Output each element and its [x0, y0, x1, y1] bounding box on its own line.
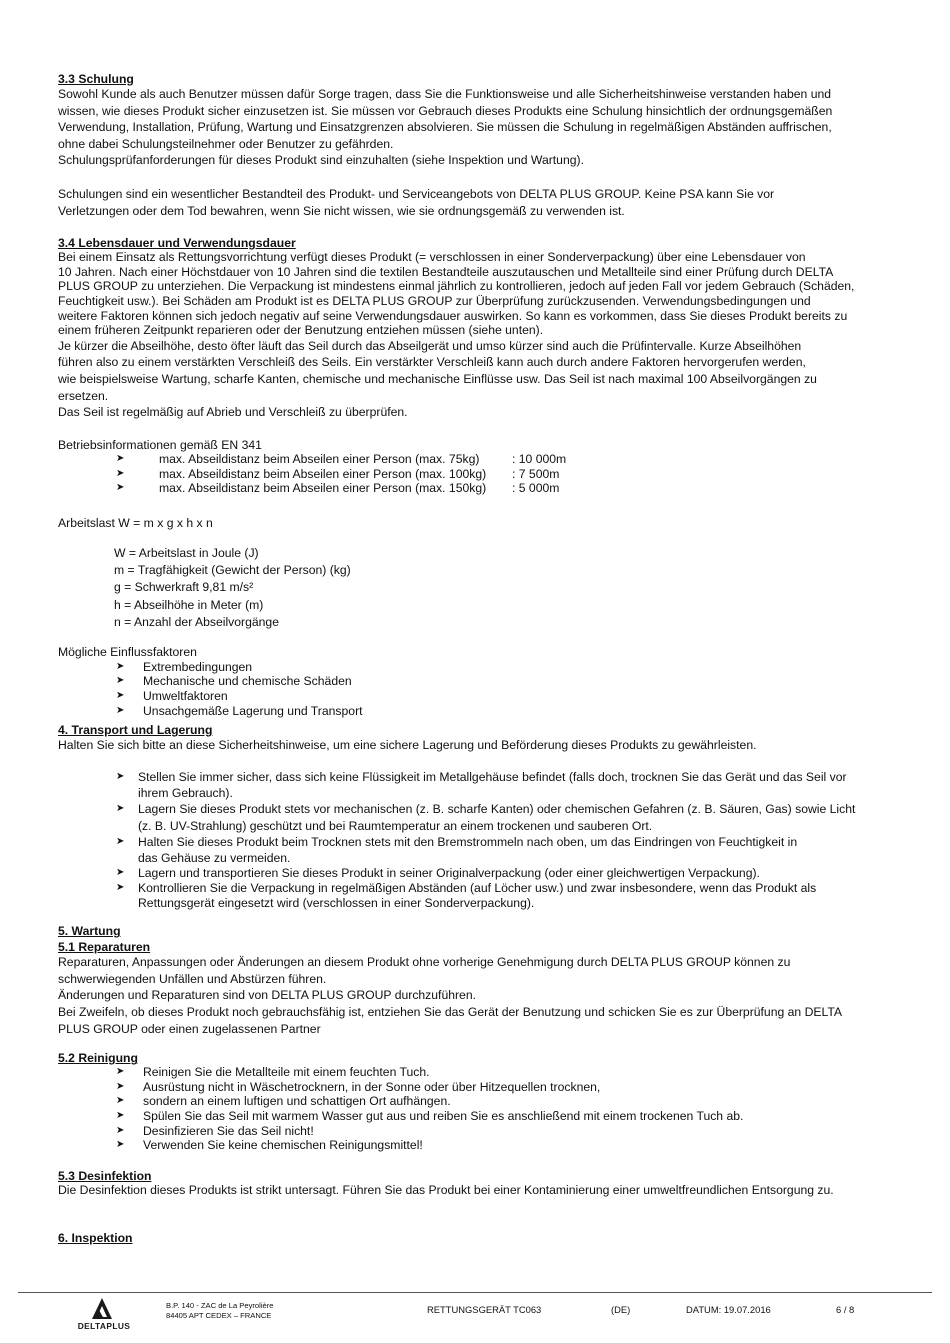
list-item: ➤ Lagern Sie dieses Produkt stets vor mechanischen (z. B. scharfe Kanten) oder chemischen Gefahren (z. B. Säuren, Gas) sowie Licht (z. B. UV-Strahlung) geschützt und bei Raumtemperatur an einem trockenen und sauberen Ort.	[116, 802, 856, 833]
text-line: h = Abseilhöhe in Meter (m)	[114, 597, 264, 612]
footer-date: DATUM: 19.07.2016	[686, 1304, 771, 1315]
arrowhead-bullet-icon: ➤	[116, 835, 125, 847]
address-line: B.P. 140 - ZAC de La Peyrolière	[166, 1301, 274, 1310]
address-line: 84405 APT CEDEX – FRANCE	[166, 1311, 272, 1320]
paragraph-desinfektion: Die Desinfektion dieses Produkts ist strikt untersagt. Führen Sie das Produkt bei einer Kontaminierung einer umweltfreundlichen Entsorgung zu.	[58, 1182, 834, 1197]
arrowhead-bullet-icon: ➤	[116, 482, 125, 494]
section-heading-5-1: 5.1 Reparaturen	[58, 940, 151, 955]
list-item: ➤ Verwenden Sie keine chemischen Reinigungsmittel!	[116, 1138, 423, 1153]
arrowhead-bullet-icon: ➤	[116, 882, 125, 894]
section-heading-5-2: 5.2 Reinigung	[58, 1051, 138, 1066]
paragraph-lebensdauer	[58, 250, 898, 338]
text-line: Bei einem Einsatz als Rettungsvorrichtung verfügt dieses Produkt (= verschlossen in einer Sonderverpackung) über eine Lebensdauer von	[58, 250, 806, 265]
transport-list	[58, 769, 898, 911]
arrowhead-bullet-icon: ➤	[116, 660, 125, 672]
arrowhead-bullet-icon: ➤	[116, 1066, 125, 1078]
text-line: wissen, wie dieses Produkt sicher einzusetzen ist. Sie müssen vor Gebrauch dieses Produkts eine Schulung hinsichtlich der ordnungsgemäßen	[58, 103, 833, 118]
text-line: Verletzungen oder dem Tod bewahren, wenn Sie nicht wissen, wie sie ordnungsgemäß zu verwenden ist.	[58, 203, 625, 218]
arrowhead-bullet-icon: ➤	[116, 1080, 125, 1092]
paragraph-transport-intro: Halten Sie sich bitte an diese Sicherheitshinweise, um eine sichere Lagerung und Beförderung dieses Produkts zu gewährleisten.	[58, 738, 757, 753]
text-line: Änderungen und Reparaturen sind von DELTA PLUS GROUP durchzuführen.	[58, 988, 477, 1003]
list-item: ➤ Kontrollieren Sie die Verpackung in regelmäßigen Abständen (auf Löcher usw.) und zwar insbesondere, wenn das Produkt als Rettungsgerät eingesetzt wird (verschlossen in einer Sonderverpackung).	[116, 881, 817, 910]
einfluss-list	[58, 660, 898, 718]
betriebsinfo-title: Betriebsinformationen gemäß EN 341	[58, 437, 262, 452]
text-line: Das Seil ist regelmäßig auf Abrieb und Verschleiß zu überprüfen.	[58, 405, 408, 420]
list-item: ➤ Ausrüstung nicht in Wäschetrocknern, in der Sonne oder über Hitzequellen trocknen,	[116, 1079, 601, 1094]
list-item: ➤ Reinigen Sie die Metallteile mit einem feuchten Tuch.	[116, 1065, 430, 1080]
footer-language: (DE)	[611, 1304, 631, 1315]
text-line: m = Tragfähigkeit (Gewicht der Person) (kg)	[114, 562, 351, 577]
footer-doc-title: RETTUNGSGERÄT TC063	[427, 1304, 542, 1315]
section-heading-3-3: 3.3 Schulung	[58, 72, 134, 86]
list-item: ➤ max. Abseildistanz beim Abseilen einer Person (max. 100kg) : 7 500m	[116, 466, 560, 481]
text-line: n = Anzahl der Abseilvorgänge	[114, 614, 279, 629]
section-heading-5-3: 5.3 Desinfektion	[58, 1168, 152, 1183]
arrowhead-bullet-icon: ➤	[116, 770, 125, 782]
list-item: ➤ Spülen Sie das Seil mit warmem Wasser gut aus und reiben Sie es anschließend mit einem trockenen Tuch ab.	[116, 1109, 744, 1124]
text-line: führen also zu einem verstärkten Verschleiß des Seils. Ein verstärkter Verschleiß kann auch durch andere Faktoren hervorgerufen werden,	[58, 355, 806, 370]
formula-definitions	[58, 545, 898, 631]
betriebsinfo-list	[58, 452, 898, 496]
text-line: einem früheren Zeitpunkt reparieren oder der Benutzung entziehen müssen (siehe unten).	[58, 323, 544, 338]
text-line: ohne dabei Schulungsteilnehmer oder Benutzer zu gefährden.	[58, 136, 394, 151]
svg-text:DELTAPLUS: DELTAPLUS	[77, 1321, 131, 1331]
paragraph-schulung-2	[58, 186, 898, 219]
text-line: Sowohl Kunde als auch Benutzer müssen dafür Sorge tragen, dass Sie die Funktionsweise und alle Sicherheitshinweise verstanden haben und	[58, 87, 832, 101]
list-item: ➤ Stellen Sie immer sicher, dass sich keine Flüssigkeit im Metallgehäuse befindet (falls doch, trocknen Sie das Gerät und das Seil vor ihrem Gebrauch).	[116, 769, 847, 800]
text-line: Je kürzer die Abseilhöhe, desto öfter läuft das Seil durch das Abseilgerät und umso kürzer sind auch die Prüfintervalle. Kurze Abseilhöhen	[58, 338, 802, 353]
text-line: weitere Faktoren können sich jedoch negativ auf seine Verwendungsdauer auswirken. So kann es vorkommen, dass Sie dieses Produkt bereits zu	[58, 308, 848, 323]
text-line: Schulungsprüfanforderungen für dieses Produkt sind einzuhalten (siehe Inspektion und Wartung).	[58, 153, 584, 168]
arrowhead-bullet-icon: ➤	[116, 803, 125, 815]
list-item: ➤ sondern an einem luftigen und schattigen Ort aufhängen.	[116, 1094, 451, 1109]
text-line: W = Arbeitslast in Joule (J)	[114, 545, 259, 560]
arrowhead-bullet-icon: ➤	[116, 1139, 125, 1151]
text-line: 10 Jahren. Nach einer Höchstdauer von 10 Jahren sind die textilen Bestandteile auszutauschen und Metallteile sind einer Prüfung durch DELTA	[58, 264, 834, 279]
list-item: ➤ Desinfizieren Sie das Seil nicht!	[116, 1123, 314, 1138]
paragraph-abseilhoehe	[58, 338, 898, 421]
arrowhead-bullet-icon: ➤	[116, 1095, 125, 1107]
text-line: PLUS GROUP zu unterziehen. Die Verpackung ist mindestens einmal jährlich zu kontrollieren, jedoch auf jeden Fall vor jedem Gebrauch (Schäden,	[58, 279, 855, 294]
list-item: ➤ Extrembedingungen	[116, 659, 253, 674]
page-content	[58, 72, 898, 1245]
list-item: ➤ Lagern und transportieren Sie dieses Produkt in seiner Originalverpackung (oder einer gleichwertigen Verpackung).	[116, 866, 760, 881]
reinigung-list	[58, 1065, 898, 1153]
text-line: PLUS GROUP oder einen zugelassenen Partner	[58, 1021, 321, 1036]
arrowhead-bullet-icon: ➤	[116, 453, 125, 465]
footer-page-number: 6 / 8	[836, 1304, 855, 1315]
arbeitslast-formula: Arbeitslast W = m x g x h x n	[58, 516, 213, 531]
paragraph-reparaturen	[58, 954, 898, 1037]
section-heading-4: 4. Transport und Lagerung	[58, 723, 213, 738]
list-item: ➤ Mechanische und chemische Schäden	[116, 674, 352, 689]
arrowhead-bullet-icon: ➤	[116, 689, 125, 701]
text-line: schwerwiegenden Unfällen und Abstürzen führen.	[58, 971, 327, 986]
arrowhead-bullet-icon: ➤	[116, 467, 125, 479]
text-line: Feuchtigkeit usw.). Bei Schäden am Produkt ist es DELTA PLUS GROUP zur Überprüfung zurückzusenden. Verwendungsbedingungen und	[58, 293, 811, 308]
text-line: wie beispielsweise Wartung, scharfe Kanten, chemische und mechanische Einflüsse usw. Das Seil ist nach maximal 100 Abseilvorgängen zu	[58, 371, 817, 386]
text-line: Verwendung, Installation, Prüfung, Wartung und Einsatzgrenzen absolvieren. Sie müssen die Schulung in regelmäßigen Abständen auffrischen,	[58, 120, 832, 135]
list-item: ➤ Umweltfaktoren	[116, 688, 228, 703]
list-item: ➤ max. Abseildistanz beim Abseilen einer Person (max. 150kg) : 5 000m	[116, 481, 560, 496]
company-address	[166, 1301, 274, 1321]
paragraph-schulung	[58, 86, 898, 169]
arrowhead-bullet-icon: ➤	[116, 675, 125, 687]
arrowhead-bullet-icon: ➤	[116, 704, 125, 716]
list-item: ➤ max. Abseildistanz beim Abseilen einer Person (max. 75kg) : 10 000m	[116, 452, 567, 467]
einfluss-title: Mögliche Einflussfaktoren	[58, 645, 197, 660]
section-heading-5: 5. Wartung	[58, 924, 121, 939]
deltaplus-logo-icon	[66, 1298, 142, 1332]
section-heading-3-4: 3.4 Lebensdauer und Verwendungsdauer	[58, 236, 296, 251]
arrowhead-bullet-icon: ➤	[116, 1110, 125, 1122]
text-line: ersetzen.	[58, 388, 109, 403]
arrowhead-bullet-icon: ➤	[116, 867, 125, 879]
text-line: Bei Zweifeln, ob dieses Produkt noch gebrauchsfähig ist, entziehen Sie das Gerät der Benutzung und schicken Sie es zur Überprüfung an DELTA	[58, 1005, 843, 1020]
list-item: ➤ Unsachgemäße Lagerung und Transport	[116, 703, 363, 718]
arrowhead-bullet-icon: ➤	[116, 1124, 125, 1136]
text-line: Reparaturen, Anpassungen oder Änderungen an diesem Produkt ohne vorherige Genehmigung durch DELTA PLUS GROUP können zu	[58, 955, 791, 970]
footer-divider	[18, 1292, 932, 1293]
text-line: g = Schwerkraft 9,81 m/s²	[114, 580, 254, 595]
deltaplus-logo-icon	[66, 1298, 142, 1332]
list-item: ➤ Halten Sie dieses Produkt beim Trocknen stets mit den Bremstrommeln nach oben, um das Eindringen von Feuchtigkeit in das Gehäuse zu vermeiden.	[116, 834, 798, 866]
text-line: Schulungen sind ein wesentlicher Bestandteil des Produkt- und Serviceangebots von DELTA PLUS GROUP. Keine PSA kann Sie vor	[58, 186, 775, 201]
section-heading-6: 6. Inspektion	[58, 1231, 133, 1246]
